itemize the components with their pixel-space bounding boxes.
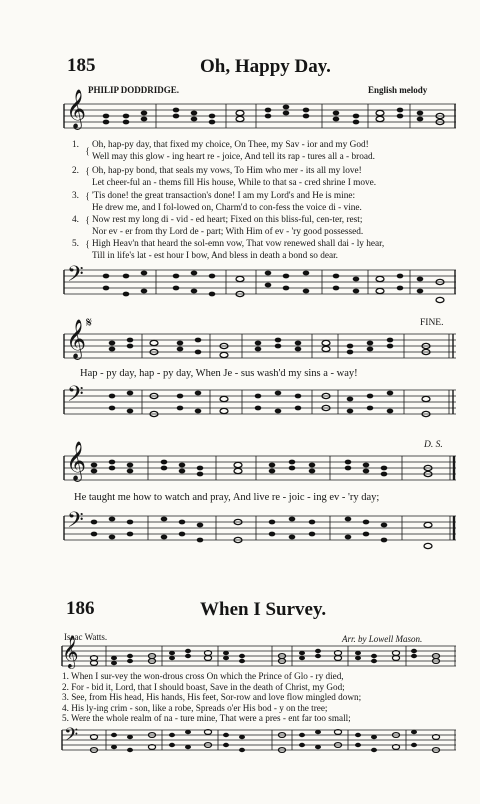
verse-number: 5. <box>72 239 79 249</box>
verse-line: 1. When I sur-vey the won-drous cross On which the Prince of Glo - ry died, <box>62 671 344 681</box>
verse-number: 3. <box>72 191 79 201</box>
bass-staff <box>64 508 456 552</box>
verse-line: Oh, hap-py bond, that seals my vows, To Him who mer - its all my love! <box>91 166 362 176</box>
bass-clef-icon: 𝄢 <box>64 724 79 749</box>
chorus-lyric-line: He taught me how to watch and pray, And live re - joic - ing ev - 'ry day; <box>74 492 380 503</box>
verse-3: 3. { 'Tis done! the great transaction's done! I am my Lord's and He is mine: He drew me, and I fol-lowed on, Charm'd to con-fess the voice di - vine. <box>72 191 362 213</box>
fine-marking: FINE. <box>420 318 444 328</box>
verse-line: He drew me, and I fol-lowed on, Charm'd to con-fess the voice di - vine. <box>91 202 362 213</box>
verse-line: Oh, hap-py day, that fixed my choice, On Thee, my Sav - ior and my God! <box>91 140 369 150</box>
notes-group <box>100 96 456 136</box>
verse-line: 2. For - bid it, Lord, that I should boast, Save in the death of Christ, my God; <box>62 681 345 692</box>
verse-number: 2. <box>72 166 79 176</box>
treble-staff <box>64 326 456 366</box>
verse-2: 2. { Oh, hap-py bond, that seals my vows, To Him who mer - its all my love! Let cheer-ful an - thems fill His house, While to that sa - cred shrine I move. <box>72 166 377 188</box>
verse-1: 1. { Oh, hap-py day, that fixed my choice, On Thee, my Sav - ior and my God! Well may this glow - ing heart re - joice, And tell its rap - tures all a - broad. <box>72 140 375 162</box>
hymn-title: When I Survey. <box>200 599 327 620</box>
bass-clef-icon: 𝄢 <box>67 382 84 411</box>
verse-line: 'Tis done! the great transaction's done! I am my Lord's and He is mine: <box>91 191 356 201</box>
verse-line: High Heav'n that heard the sol-emn vow, That vow renewed shall dai - ly hear, <box>91 239 385 249</box>
verse-line: Now rest my long di - vid - ed heart; Fixed on this bliss-ful, cen-ter, rest; <box>91 215 363 225</box>
hymn-title: Oh, Happy Day. <box>200 56 331 77</box>
verse-list <box>62 671 361 724</box>
chorus-lyric-line: Hap - py day, hap - py day, When Je - sus wash'd my sins a - way! <box>80 368 358 379</box>
hymn-number: 186 <box>66 598 95 619</box>
tune-credit: English melody <box>368 85 428 95</box>
verse-number: 1. <box>72 140 79 150</box>
treble-clef-icon: 𝄞 <box>66 91 87 128</box>
arranger-credit: Arr. by Lowell Mason. <box>342 634 423 644</box>
bass-clef-icon: 𝄢 <box>67 508 84 537</box>
verse-line: 5. Were the whole realm of na - ture mine, That were a pres - ent far too small; <box>62 713 351 724</box>
verse-line: Let cheer-ful an - thems fill His house, While to that sa - cred shrine I move. <box>91 177 377 188</box>
verse-4: 4. { Now rest my long di - vid - ed heart; Fixed on this bliss-ful, cen-ter, rest; Nor ev - er from thy Lord de - part; With Him of ev - 'ry good possessed. <box>72 215 364 237</box>
treble-staff <box>64 448 456 488</box>
bass-staff <box>64 382 456 422</box>
verse-line: Till in life's lat - est hour I bow, And bless in death a bond so dear. <box>91 250 339 261</box>
verse-line: 3. See, from His head, His hands, His feet, Sor-row and love flow mingled down; <box>62 692 362 703</box>
verse-line: 4. His ly-ing crim - son, like a robe, Spreads o'er His bod - y on the tree; <box>62 702 328 713</box>
verse-line: Nor ev - er from thy Lord de - part; With Him of ev - 'ry good possessed. <box>91 226 364 237</box>
dal-segno-marking: D. S. <box>424 440 443 450</box>
segno-icon: 𝄋 <box>86 316 93 331</box>
treble-clef-icon: 𝄞 <box>66 321 87 358</box>
bass-clef-icon: 𝄢 <box>67 262 84 291</box>
author-credit: Isaac Watts. <box>64 632 108 642</box>
author-credit: PHILIP DODDRIDGE. <box>88 85 180 95</box>
bass-staff <box>64 262 456 306</box>
treble-clef-icon: 𝄞 <box>62 637 79 668</box>
verse-number: 4. <box>72 215 79 225</box>
bass-staff <box>62 724 456 764</box>
treble-clef-icon: 𝄞 <box>66 443 87 480</box>
verse-line: Well may this glow - ing heart re - joice, And tell its rap - tures all a - broad. <box>91 151 375 162</box>
hymn-number: 185 <box>67 55 96 76</box>
verse-5: 5. { High Heav'n that heard the sol-emn vow, That vow renewed shall dai - ly hear, Till in life's lat - est hour I bow, And bless in death a bond so dear. <box>72 239 385 261</box>
